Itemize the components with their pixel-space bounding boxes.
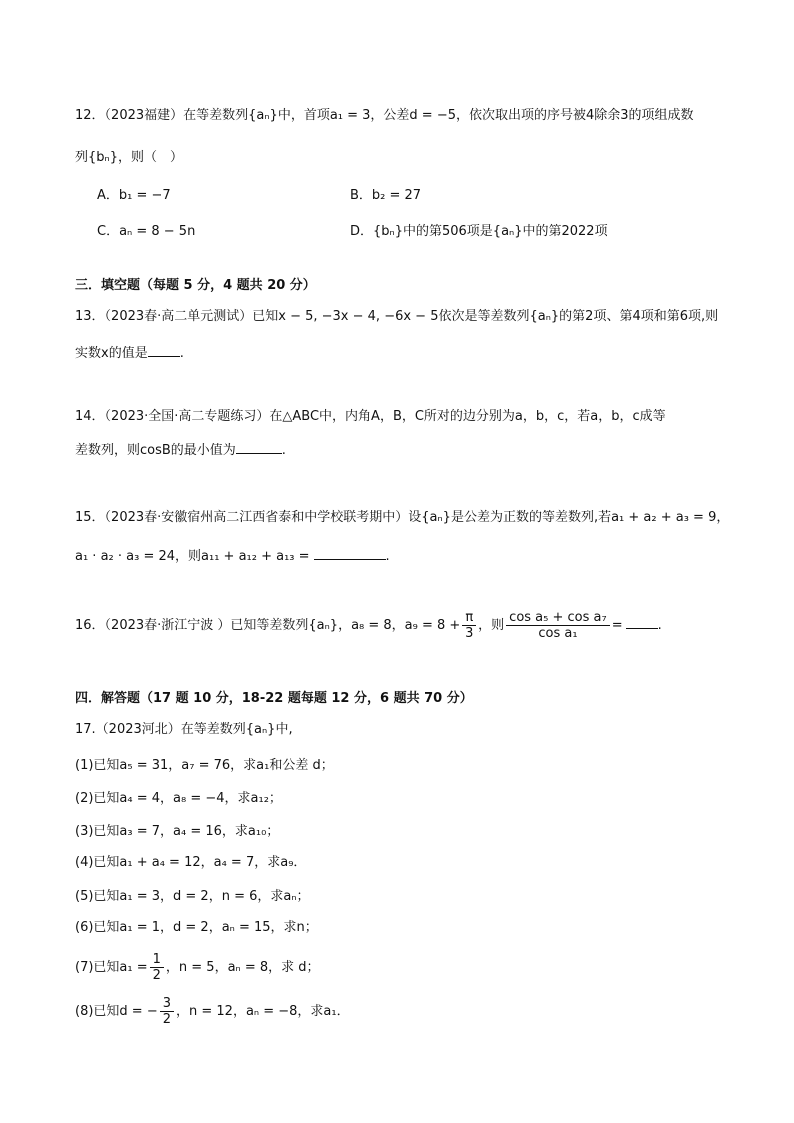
q17-p7-lead: (7)已知a₁ = [75,960,148,975]
q12-line1: 12．（2023福建）在等差数列{aₙ}中，首项a₁ = 3，公差d = −5，依次取出项的序号被4除余3的项组成数 [75,108,694,123]
q17-part-7 [75,952,320,983]
q17-p7-tail: ，n = 5，aₙ = 8，求 d； [165,960,320,975]
q16-equals: = [611,618,623,633]
q12-option-d: D．{bₙ}中的第506项是{aₙ}中的第2022项 [350,224,608,239]
q16-tail: . [657,618,662,633]
q14-line2-text: 差数列，则cosB的最小值为 [75,443,236,458]
q14-line2 [75,441,286,461]
q17-part-6: (6)已知a₁ = 1，d = 2，aₙ = 15，求n； [75,920,318,935]
q15-line2 [75,547,390,567]
q17-p8-denominator: 2 [162,1012,171,1027]
q17-part-2: (2)已知a₄ = 4，a₈ = −4，求a₁₂； [75,791,282,806]
q16-answer-blank[interactable] [626,616,658,629]
q12-option-c: C．aₙ = 8 − 5n [97,224,196,239]
q15-line1: 15．（2023春·安徽宿州高二江西省泰和中学校联考期中）设{aₙ}是公差为正数的等差数列,若a₁ + a₂ + a₃ = 9， [75,510,730,525]
q15-line2-text: a₁ · a₂ · a₃ = 24，则a₁₁ + a₁₂ + a₁₃ = [75,549,310,564]
q13-line1: 13．（2023春·高二单元测试）已知x − 5, −3x − 4, −6x − 5依次是等差数列{aₙ}的第2项、第4项和第6项,则 [75,309,719,324]
q14-line1: 14．（2023·全国·高二专题练习）在△ABC中，内角A，B，C所对的边分别为a，b，c，若a，b，c成等 [75,409,666,424]
q16-fraction-cos [506,610,610,641]
q17-p8-fraction [160,996,174,1027]
q16-frac2-numerator: cos a₅ + cos a₇ [506,610,610,626]
q15-tail: . [385,549,390,564]
q16-frac1-denominator: 3 [465,626,474,641]
q17-part-1: (1)已知a₅ = 31，a₇ = 76，求a₁和公差 d； [75,758,334,773]
q16-frac1-numerator: π [462,610,476,626]
q17-p7-denominator: 2 [152,968,161,983]
q12-option-b: B．b₂ = 27 [350,188,422,203]
q13-line2 [75,344,184,364]
q13-answer-blank[interactable] [148,344,180,357]
q17-part-3: (3)已知a₃ = 7，a₄ = 16，求a₁₀； [75,824,280,839]
q17-part-8 [75,996,350,1027]
q16-frac2-denominator: cos a₁ [538,626,578,641]
q16-mid: ，则 [478,618,505,633]
q13-tail: . [179,346,184,361]
q17-part-4: (4)已知a₁ + a₄ = 12，a₄ = 7，求a₉． [75,855,307,870]
q17-p8-numerator: 3 [160,996,174,1012]
q16-line [75,610,662,641]
q15-answer-blank[interactable] [314,547,386,560]
q17-p8-tail: ，n = 12，aₙ = −8，求a₁． [176,1004,350,1019]
q14-tail: . [281,443,286,458]
q17-part-5: (5)已知a₁ = 3，d = 2，n = 6，求aₙ； [75,889,310,904]
q14-answer-blank[interactable] [236,441,282,454]
q17-intro: 17.（2023河北）在等差数列{aₙ}中, [75,722,293,737]
q12-option-a: A．b₁ = −7 [97,188,171,203]
section-3-title: 三．填空题（每题 5 分，4 题共 20 分） [75,278,316,293]
q12-line2: 列{bₙ}，则（ ） [75,150,183,165]
q16-lead: 16．（2023春·浙江宁波 ）已知等差数列{aₙ}，a₈ = 8，a₉ = 8 + [75,618,461,633]
section-4-title: 四．解答题（17 题 10 分，18-22 题每题 12 分，6 题共 70 分） [75,691,473,706]
q17-p7-fraction [150,952,164,983]
q13-line2-text: 实数x的值是 [75,346,148,361]
q16-fraction-pi-over-3 [462,610,476,641]
q17-p8-lead: (8)已知d = − [75,1004,158,1019]
q17-p7-numerator: 1 [150,952,164,968]
